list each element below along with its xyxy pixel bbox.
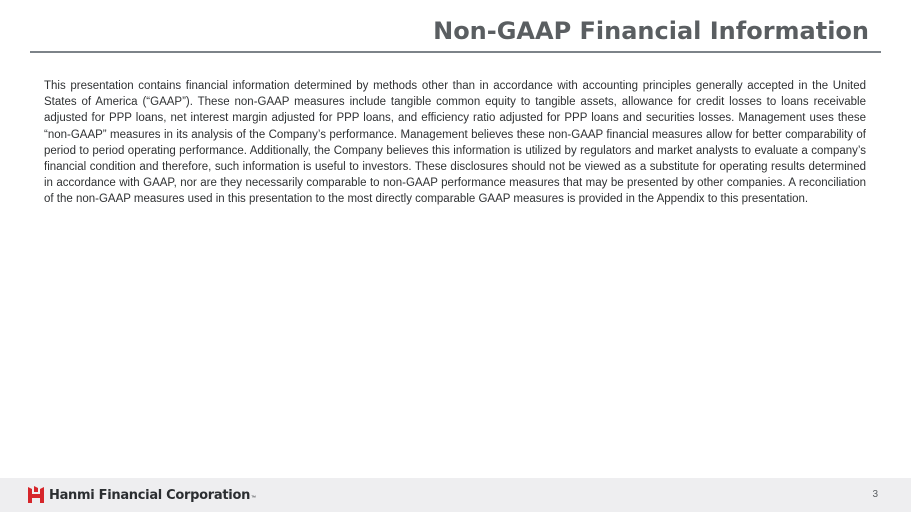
trademark-symbol: ™	[251, 495, 257, 501]
disclaimer-paragraph: This presentation contains financial information determined by methods other than in accordance with accounting principles generally accepted in the United States of America (“GAAP”). These non-GAAP measures include tangible common equity to tangible assets, allowance for credit losses to loans receivable adjusted for PPP loans, net interest margin adjusted for PPP loans, and efficiency ratio adjusted for PPP loans and securities losses. Management uses these “non-GAAP” measures in its analysis of the Company’s performance. Management believes these non-GAAP financial measures allow for better comparability of period to period operating performance. Additionally, the Company believes this information is utilized by regulators and market analysts to evaluate a company’s financial condition and therefore, such information is useful to investors. These disclosures should not be viewed as a substitute for operating results determined in accordance with GAAP, nor are they necessarily comparable to non-GAAP performance measures that may be presented by other companies. A reconciliation of the non-GAAP measures used in this presentation to the most directly comparable GAAP measures is provided in the Appendix to this presentation.	[44, 80, 866, 206]
company-name: Hanmi Financial Corporation	[49, 487, 251, 503]
page-number: 3	[872, 489, 878, 500]
title-divider	[30, 51, 881, 53]
footer-bar	[0, 478, 911, 512]
hanmi-logo-icon	[26, 485, 46, 505]
company-logo	[26, 485, 256, 505]
page-title: Non-GAAP Financial Information	[433, 17, 869, 45]
